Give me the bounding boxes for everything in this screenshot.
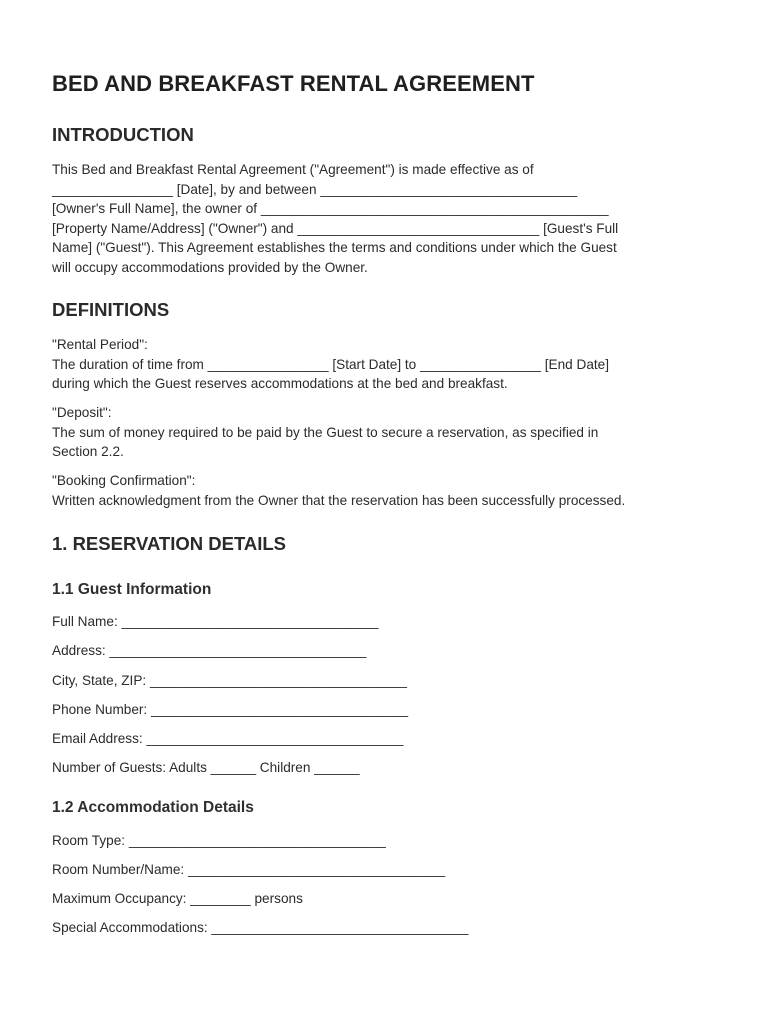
definitions-heading: DEFINITIONS xyxy=(52,299,170,320)
definition-term: "Deposit": xyxy=(52,405,112,420)
accommodation-field-max-occupancy: Maximum Occupancy: ________ persons xyxy=(52,891,303,906)
guest-field-number-of-guests: Number of Guests: Adults ______ Children ______ xyxy=(52,760,360,775)
introduction-line: ________________ [Date], by and between __________________________________ xyxy=(52,182,578,197)
guest-field-address: Address: __________________________________ xyxy=(52,643,367,658)
definition-term: "Booking Confirmation": xyxy=(52,473,196,488)
definition-text: The sum of money required to be paid by the Guest to secure a reservation, as specified in xyxy=(52,425,599,440)
introduction-line: will occupy accommodations provided by the Owner. xyxy=(52,260,368,275)
definition-text: Section 2.2. xyxy=(52,444,124,459)
definition-text: The duration of time from ________________ [Start Date] to ________________ [End Date] xyxy=(52,357,609,372)
accommodation-field-special: Special Accommodations: __________________________________ xyxy=(52,920,469,935)
guest-field-city-state-zip: City, State, ZIP: __________________________________ xyxy=(52,673,407,688)
document-title: BED AND BREAKFAST RENTAL AGREEMENT xyxy=(52,71,535,96)
accommodation-field-room-type: Room Type: __________________________________ xyxy=(52,833,386,848)
reservation-heading: 1. RESERVATION DETAILS xyxy=(52,533,287,554)
introduction-line: [Property Name/Address] ("Owner") and ________________________________ [Guest's Full xyxy=(52,221,619,236)
introduction-line: [Owner's Full Name], the owner of ______________________________________________ xyxy=(52,201,609,216)
introduction-heading: INTRODUCTION xyxy=(52,124,194,145)
guest-field-full-name: Full Name: __________________________________ xyxy=(52,614,379,629)
definition-text: Written acknowledgment from the Owner that the reservation has been successfully processed. xyxy=(52,493,626,508)
introduction-line: This Bed and Breakfast Rental Agreement ("Agreement") is made effective as of xyxy=(52,162,534,177)
guest-field-email: Email Address: __________________________________ xyxy=(52,731,404,746)
introduction-line: Name] ("Guest"). This Agreement establishes the terms and conditions under which the Guest xyxy=(52,240,617,255)
accommodation-details-heading: 1.2 Accommodation Details xyxy=(52,799,254,816)
accommodation-field-room-number: Room Number/Name: __________________________________ xyxy=(52,862,446,877)
guest-field-phone: Phone Number: __________________________________ xyxy=(52,702,409,717)
definition-term: "Rental Period": xyxy=(52,337,148,352)
guest-information-heading: 1.1 Guest Information xyxy=(52,581,212,598)
definition-text: during which the Guest reserves accommodations at the bed and breakfast. xyxy=(52,376,508,391)
